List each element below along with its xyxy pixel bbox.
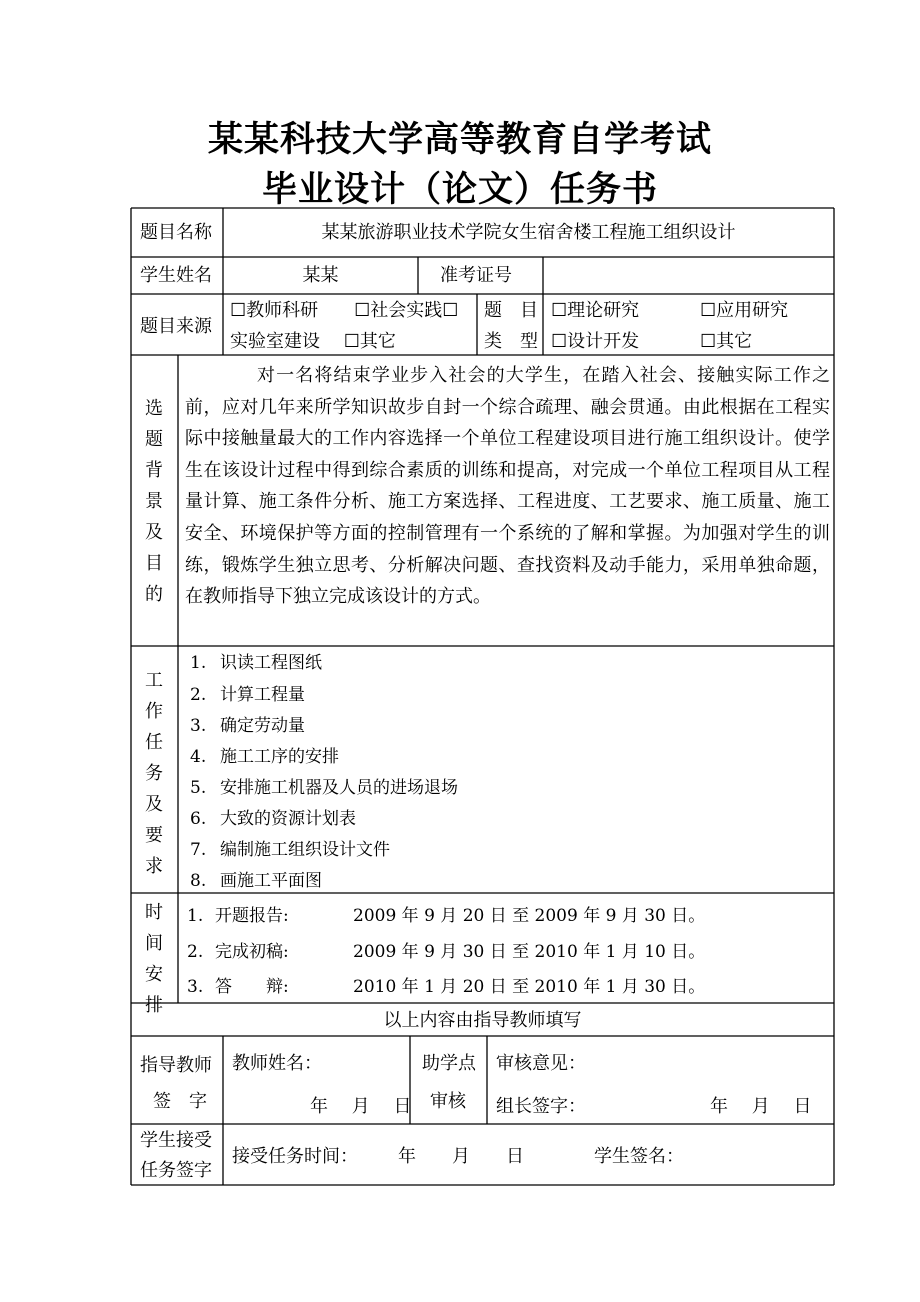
student-name-value: 某某 [302, 265, 339, 286]
schedule-range: 2009 年 9 月 30 日 至 2010 年 1 月 10 日。 [353, 942, 706, 962]
topic-source-label: 题目来源 [140, 316, 212, 337]
task-item [190, 684, 305, 706]
schedule-range: 2009 年 9 月 20 日 至 2009 年 9 月 30 日。 [353, 906, 706, 926]
document-title-line-2: 毕业设计（论文）任务书 [261, 170, 658, 210]
task-text: 计算工程量 [220, 685, 305, 705]
teacher-name-label: 教师姓名： [232, 1053, 322, 1074]
task-text: 编制施工组织设计文件 [220, 840, 390, 860]
schedule-number: 3. [187, 977, 204, 997]
task-text: 识读工程图纸 [220, 653, 322, 673]
student-accept-label-1: 学生接受 [140, 1130, 212, 1151]
task-item [190, 839, 390, 861]
topic-name-value: 某某旅游职业技术学院女生宿舍楼工程施工组织设计 [321, 222, 736, 243]
accept-date: 年 月 日 [398, 1146, 524, 1167]
exam-id-label: 准考证号 [440, 265, 512, 286]
assistant-center-label-2: 审核 [430, 1091, 466, 1112]
task-item [190, 870, 322, 892]
task-item [190, 715, 305, 737]
task-text: 施工工序的安排 [220, 747, 339, 767]
background-purpose-label: 选题背景及目的 [145, 398, 163, 605]
task-number: 3. [190, 716, 207, 736]
task-number: 1. [190, 653, 207, 673]
task-number: 6. [190, 809, 207, 829]
topic-type-label-line-1: 题 目 [484, 300, 538, 321]
task-text: 画施工平面图 [220, 871, 322, 891]
group-leader-sign-label: 组长签字： [496, 1096, 586, 1117]
topic-source-options-line-1[interactable]: ☐教师科研 ☐社会实践☐ [230, 300, 459, 321]
topic-name-label: 题目名称 [140, 222, 212, 243]
schedule-number: 2. [187, 942, 204, 962]
student-sign-label: 学生签名： [594, 1146, 684, 1167]
task-number: 2. [190, 685, 207, 705]
student-accept-label-2: 任务签字 [140, 1160, 212, 1181]
topic-source-options-line-2[interactable]: 实验室建设 ☐其它 [230, 331, 396, 352]
schedule-item: 开题报告: [215, 906, 289, 926]
advisor-sign-date: 年 月 日 [310, 1096, 412, 1117]
background-purpose-text: 对一名将结束学业步入社会的大学生，在踏入社会、接触实际工作之前，应对几年来所学知识故步自封一个综合疏理、融会贯通。由此根据在工程实际中接触量最大的工作内容选择一个单位工程建设项目进行施工组织设计。使学生在该设计过程中得到综合素质的训练和提高，对完成一个单位工程项目从工程量计算、施工条件分析、施工方案选择、工程进度、工艺要求、施工质量、施工安全、环境保护等方面的控制管理有一个系统的了解和掌握。为加强对学生的训练，锻炼学生独立思考、分析解决问题、查找资料及动手能力，采用单独命题，在教师指导下独立完成该设计的方式。 [185, 365, 830, 608]
schedule-label: 时间安排 [145, 902, 163, 1016]
schedule-range: 2010 年 1 月 20 日 至 2010 年 1 月 30 日。 [353, 977, 706, 997]
task-item [190, 746, 339, 768]
review-opinion-label: 审核意见： [496, 1053, 586, 1074]
document-title-line-1: 某某科技大学高等教育自学考试 [207, 120, 712, 160]
advisor-sign-label-2: 签 字 [153, 1091, 207, 1112]
task-text: 安排施工机器及人员的进场退场 [220, 778, 458, 798]
assistant-center-label-1: 助学点 [422, 1053, 476, 1074]
task-text: 确定劳动量 [220, 716, 305, 736]
schedule-item: 答 辩: [215, 977, 289, 997]
student-name-label: 学生姓名 [140, 265, 212, 286]
task-number: 7. [190, 840, 207, 860]
task-number: 8. [190, 871, 207, 891]
schedule-item: 完成初稿: [215, 942, 289, 962]
schedule-number: 1. [187, 906, 204, 926]
group-leader-sign-date: 年 月 日 [710, 1096, 812, 1117]
type-option-theory[interactable]: ☐理论研究 [551, 300, 640, 321]
task-number: 5. [190, 778, 207, 798]
type-option-applied[interactable]: ☐应用研究 [700, 300, 789, 321]
topic-type-label-line-2: 类 型 [484, 331, 538, 352]
task-item [190, 808, 356, 830]
task-text: 大致的资源计划表 [220, 809, 356, 829]
tasks-requirements-label: 工作任务及要求 [145, 670, 163, 877]
task-number: 4. [190, 747, 207, 767]
accept-time-label: 接受任务时间： [232, 1146, 358, 1167]
filled-by-advisor-note: 以上内容由指导教师填写 [383, 1010, 582, 1031]
type-option-other[interactable]: ☐其它 [700, 331, 753, 352]
task-item [190, 777, 458, 799]
type-option-design[interactable]: ☐设计开发 [551, 331, 640, 352]
task-item [190, 652, 322, 674]
advisor-sign-label-1: 指导教师 [140, 1055, 212, 1076]
